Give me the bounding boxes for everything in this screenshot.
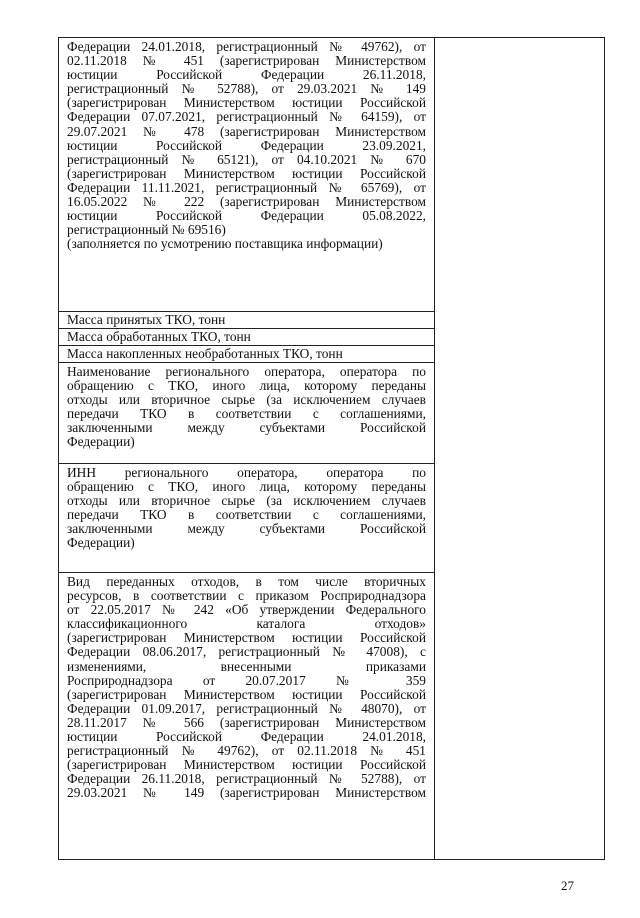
text-line: юстиции Российской Федерации 24.01.2018, bbox=[67, 729, 426, 745]
table-row-operator-name bbox=[59, 363, 434, 464]
text-line: 29.03.2021 № 149 (зарегистрирован Министерством bbox=[67, 785, 426, 801]
text-line: Федерации 11.11.2021, регистрационный № 65769), от bbox=[67, 179, 426, 195]
text-line: Федерации 26.11.2018, регистрационный № 52788), от bbox=[67, 771, 426, 787]
text-line: Наименование регионального оператора, оператора по bbox=[67, 364, 426, 379]
text-line: ресурсов, в соответствии с приказом Росприроднадзора bbox=[67, 588, 426, 604]
table-row-accumulated-mass bbox=[59, 346, 434, 363]
text-line: изменениями, внесенными приказами bbox=[67, 658, 426, 674]
text-line: 02.11.2018 № 451 (зарегистрирован Министерством bbox=[67, 53, 426, 69]
text-line: юстиции Российской Федерации 26.11.2018, bbox=[67, 67, 426, 83]
text-line: Федерации 07.07.2021, регистрационный № 64159), от bbox=[67, 109, 426, 125]
text-line: отходы или вторичное сырье (за исключением случаев bbox=[67, 392, 426, 408]
text-line: передачи ТКО в соответствии с соглашениями, bbox=[67, 406, 426, 422]
left-column bbox=[59, 38, 434, 859]
text-line: 29.07.2021 № 478 (зарегистрирован Министерством bbox=[67, 123, 426, 139]
text-line: юстиции Российской Федерации 23.09.2021, bbox=[67, 137, 426, 153]
text-line: (зарегистрирован Министерством юстиции Российской bbox=[67, 757, 426, 773]
table-row-regulation-continuation bbox=[59, 38, 434, 312]
text-line: обращению с ТКО, иного лица, которому переданы bbox=[67, 378, 426, 394]
text-line: Федерации 01.09.2017, регистрационный № 48070), от bbox=[67, 700, 426, 716]
text-line: Масса накопленных необработанных ТКО, тонн bbox=[67, 346, 343, 361]
table-row-accepted-mass bbox=[59, 312, 434, 329]
text-line: 28.11.2017 № 566 (зарегистрирован Министерством bbox=[67, 714, 426, 730]
text-line: классификационного каталога отходов» bbox=[67, 616, 426, 632]
text-line: Росприроднадзора от 20.07.2017 № 359 bbox=[67, 672, 426, 688]
text-line: (зарегистрирован Министерством юстиции Российской bbox=[67, 165, 426, 181]
text-line: от 22.05.2017 № 242 «Об утверждении Федерального bbox=[67, 602, 426, 618]
document-table bbox=[58, 37, 605, 860]
column-divider bbox=[434, 38, 435, 859]
text-line: регистрационный № 49762), от 02.11.2018 № 451 bbox=[67, 743, 426, 759]
text-line: (зарегистрирован Министерством юстиции Российской bbox=[67, 686, 426, 702]
text-line: Федерации) bbox=[67, 434, 135, 450]
text-line: регистрационный № 65121), от 04.10.2021 № 670 bbox=[67, 151, 426, 167]
text-line: Вид переданных отходов, в том числе вторичных bbox=[67, 574, 426, 589]
text-line: Федерации 08.06.2017, регистрационный № 47008), с bbox=[67, 644, 426, 660]
table-row-processed-mass bbox=[59, 329, 434, 346]
text-line: Федерации 24.01.2018, регистрационный № 49762), от bbox=[67, 39, 426, 54]
text-line: обращению с ТКО, иного лица, которому переданы bbox=[67, 479, 426, 495]
text-line: отходы или вторичное сырье (за исключением случаев bbox=[67, 493, 426, 509]
table-row-operator-inn bbox=[59, 464, 434, 573]
text-line: (заполняется по усмотрению поставщика информации) bbox=[67, 236, 383, 252]
table-row-waste-type bbox=[59, 573, 434, 859]
text-line: передачи ТКО в соответствии с соглашениями, bbox=[67, 507, 426, 523]
text-line: 16.05.2022 № 222 (зарегистрирован Министерством bbox=[67, 194, 426, 210]
text-line: ИНН регионального оператора, оператора по bbox=[67, 465, 426, 480]
page-number: 27 bbox=[561, 878, 574, 893]
text-line: Федерации) bbox=[67, 535, 135, 551]
text-line: заключенными между субъектами Российской bbox=[67, 420, 426, 436]
text-line: Масса обработанных ТКО, тонн bbox=[67, 329, 251, 344]
text-line: (зарегистрирован Министерством юстиции Российской bbox=[67, 630, 426, 646]
text-line: (зарегистрирован Министерством юстиции Российской bbox=[67, 95, 426, 111]
text-line: Масса принятых ТКО, тонн bbox=[67, 312, 226, 327]
text-line: регистрационный № 69516) bbox=[67, 222, 226, 238]
text-line: юстиции Российской Федерации 05.08.2022, bbox=[67, 208, 426, 224]
text-line: регистрационный № 52788), от 29.03.2021 № 149 bbox=[67, 81, 426, 97]
text-line: заключенными между субъектами Российской bbox=[67, 521, 426, 537]
